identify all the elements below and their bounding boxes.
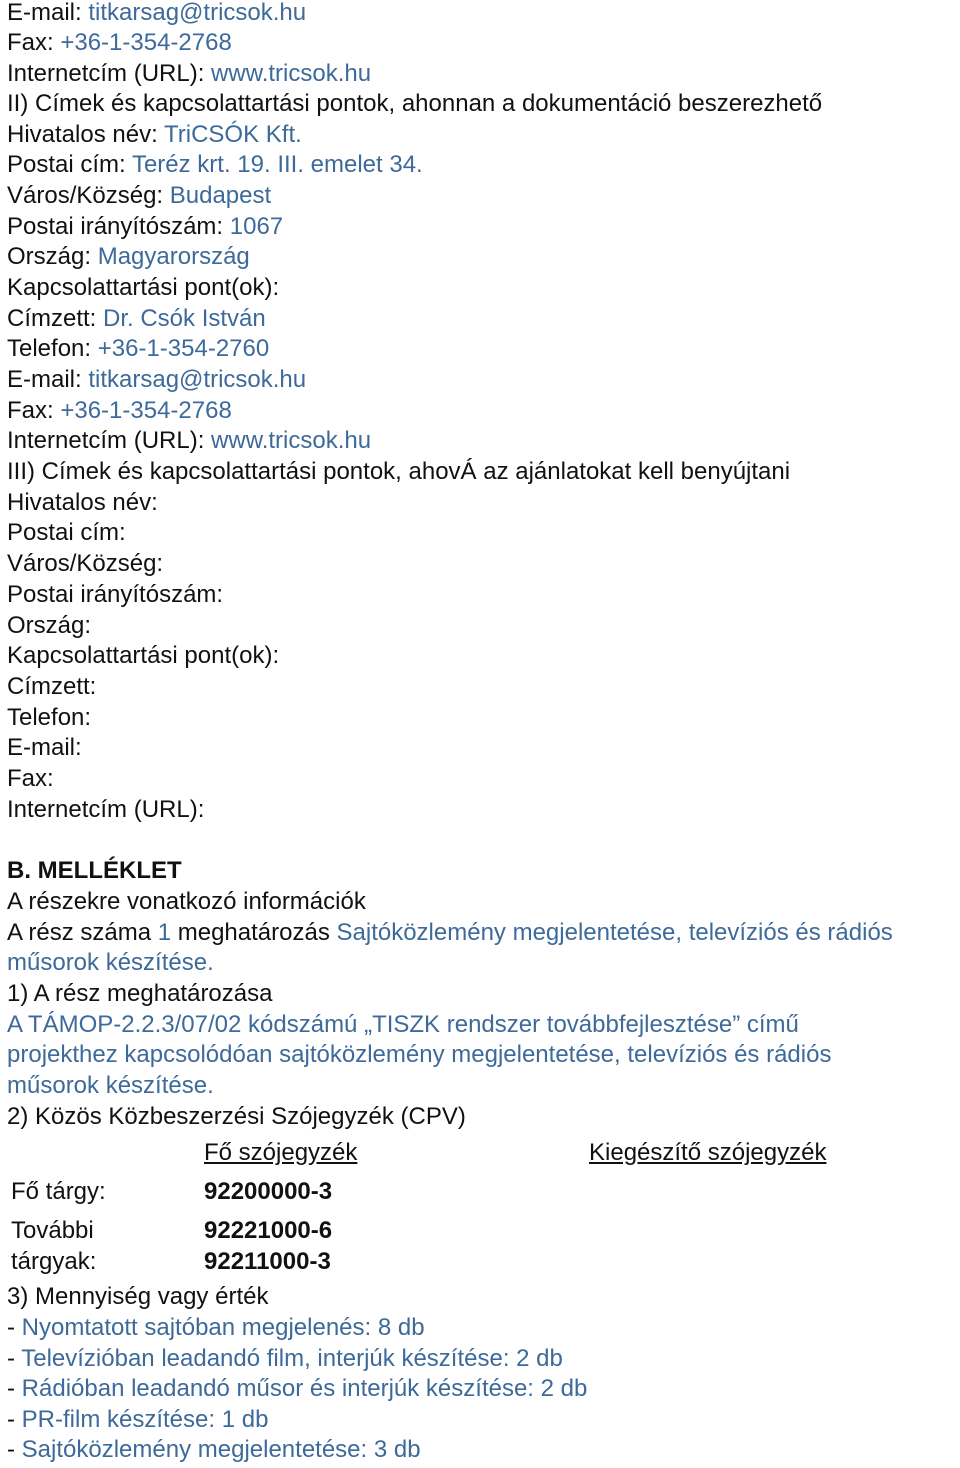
email-value: titkarsag@tricsok.hu: [88, 0, 307, 26]
name-label: Hivatalos név:: [7, 121, 164, 148]
addressee-label: Címzett:: [7, 305, 104, 332]
url-value: www.tricsok.hu: [211, 427, 372, 454]
top-url-line: [7, 59, 371, 89]
quantity-dash: -: [7, 1406, 22, 1433]
part-title-line2: műsorok készítése.: [7, 949, 214, 976]
cpv-col-main-header: Fő szójegyzék: [204, 1139, 358, 1166]
top-fax-line: [7, 28, 232, 58]
country-value: Magyarország: [97, 243, 250, 270]
quantity-dash: -: [7, 1345, 22, 1372]
zip-value: 1067: [229, 213, 284, 240]
cpv-more-code-2: 92211000-3: [204, 1248, 331, 1275]
cpv-main-code: 92200000-3: [204, 1178, 333, 1205]
cpv-col-extra-header: Kiegészítő szójegyzék: [589, 1139, 827, 1166]
country-label: Ország:: [7, 243, 98, 270]
phone-label: Telefon:: [7, 335, 98, 362]
top-email-line: [7, 0, 306, 28]
section2-address-line: [7, 150, 423, 180]
cpv-main-label: Fő tárgy:: [11, 1178, 106, 1205]
quantity-item: [7, 1313, 425, 1343]
fax-value: +36-1-354-2768: [60, 29, 232, 56]
part-number: 1: [157, 919, 172, 946]
quantity-item: [7, 1374, 587, 1404]
section2-country-line: [7, 242, 250, 272]
city-value: Budapest: [169, 182, 272, 209]
address-label: Postai cím:: [7, 151, 132, 178]
section3-fax-label: Fax:: [7, 765, 54, 792]
section2-zip-line: [7, 212, 283, 242]
section3-address-label: Postai cím:: [7, 519, 126, 546]
section3-zip-label: Postai irányítószám:: [7, 581, 224, 608]
section3-phone-label: Telefon:: [7, 704, 92, 731]
annex-title: B. MELLÉKLET: [7, 857, 182, 884]
definition-heading: 1) A rész meghatározása: [7, 980, 273, 1007]
url-label: Internetcím (URL):: [7, 427, 212, 454]
section2-fax-line: [7, 396, 232, 426]
section2-url-line: [7, 426, 371, 456]
quantity-item: [7, 1435, 421, 1465]
cpv-more-code-1: 92221000-6: [204, 1217, 333, 1244]
address-value: Teréz krt. 19. III. emelet 34.: [131, 151, 423, 178]
quantity-item: [7, 1344, 563, 1374]
quantity-dash: -: [7, 1375, 22, 1402]
cpv-more-label-2: tárgyak:: [11, 1248, 97, 1275]
name-value: TriCSÓK Kft.: [163, 121, 302, 148]
section2-city-line: [7, 181, 271, 211]
section3-city-label: Város/Község:: [7, 550, 164, 577]
section2-name-line: [7, 120, 302, 150]
section3-heading: III) Címek és kapcsolattartási pontok, ahovÁ az ajánlatokat kell benyújtani: [7, 458, 791, 485]
city-label: Város/Község:: [7, 182, 170, 209]
email-label: E-mail:: [7, 0, 89, 26]
quantity-dash: -: [7, 1314, 22, 1341]
section2-contacts-line: Kapcsolattartási pont(ok):: [7, 274, 280, 301]
part-line: [7, 918, 893, 948]
section2-email-line: [7, 365, 306, 395]
section3-email-label: E-mail:: [7, 734, 82, 761]
cpv-more-label-1: További: [11, 1217, 94, 1244]
zip-label: Postai irányítószám:: [7, 213, 230, 240]
quantity-item-text: Rádióban leadandó műsor és interjúk készítése: 2 db: [21, 1375, 588, 1402]
quantity-dash: -: [7, 1436, 22, 1463]
quantity-item-text: Nyomtatott sajtóban megjelenés: 8 db: [21, 1314, 425, 1341]
section3-country-label: Ország:: [7, 612, 92, 639]
addressee-value: Dr. Csók István: [103, 305, 266, 332]
fax-value: +36-1-354-2768: [60, 397, 232, 424]
section3-url-label: Internetcím (URL):: [7, 796, 205, 823]
section2-addressee-line: [7, 304, 266, 334]
url-value: www.tricsok.hu: [211, 60, 372, 87]
email-label: E-mail:: [7, 366, 89, 393]
section3-name-label: Hivatalos név:: [7, 489, 158, 516]
fax-label: Fax:: [7, 29, 61, 56]
annex-subtitle: A részekre vonatkozó információk: [7, 888, 366, 915]
definition-line-1: A TÁMOP-2.2.3/07/02 kódszámú „TISZK rendszer továbbfejlesztése” című: [7, 1011, 799, 1038]
quantity-heading: 3) Mennyiség vagy érték: [7, 1283, 269, 1310]
phone-value: +36-1-354-2760: [97, 335, 270, 362]
cpv-heading: 2) Közös Közbeszerzési Szójegyzék (CPV): [7, 1103, 466, 1130]
email-value: titkarsag@tricsok.hu: [88, 366, 307, 393]
section3-addressee-label: Címzett:: [7, 673, 97, 700]
section2-phone-line: [7, 334, 269, 364]
quantity-item-text: Sajtóközlemény megjelentetése: 3 db: [21, 1436, 421, 1463]
url-label: Internetcím (URL):: [7, 60, 212, 87]
quantity-item-text: PR-film készítése: 1 db: [21, 1406, 269, 1433]
section2-heading: II) Címek és kapcsolattartási pontok, ahonnan a dokumentáció beszerezhető: [7, 90, 823, 117]
definition-line-3: műsorok készítése.: [7, 1072, 214, 1099]
quantity-item-text: Televízióban leadandó film, interjúk készítése: 2 db: [21, 1345, 563, 1372]
section3-contacts-label: Kapcsolattartási pont(ok):: [7, 642, 280, 669]
quantity-item: [7, 1405, 268, 1435]
part-label-1: A rész száma: [7, 919, 158, 946]
cpv-table: [7, 1136, 957, 1278]
fax-label: Fax:: [7, 397, 61, 424]
part-label-2: meghatározás: [171, 919, 337, 946]
definition-line-2: projekthez kapcsolódóan sajtóközlemény megjelentetése, televíziós és rádiós: [7, 1041, 832, 1068]
part-title-line1: Sajtóközlemény megjelentetése, televíziós és rádiós: [336, 919, 893, 946]
